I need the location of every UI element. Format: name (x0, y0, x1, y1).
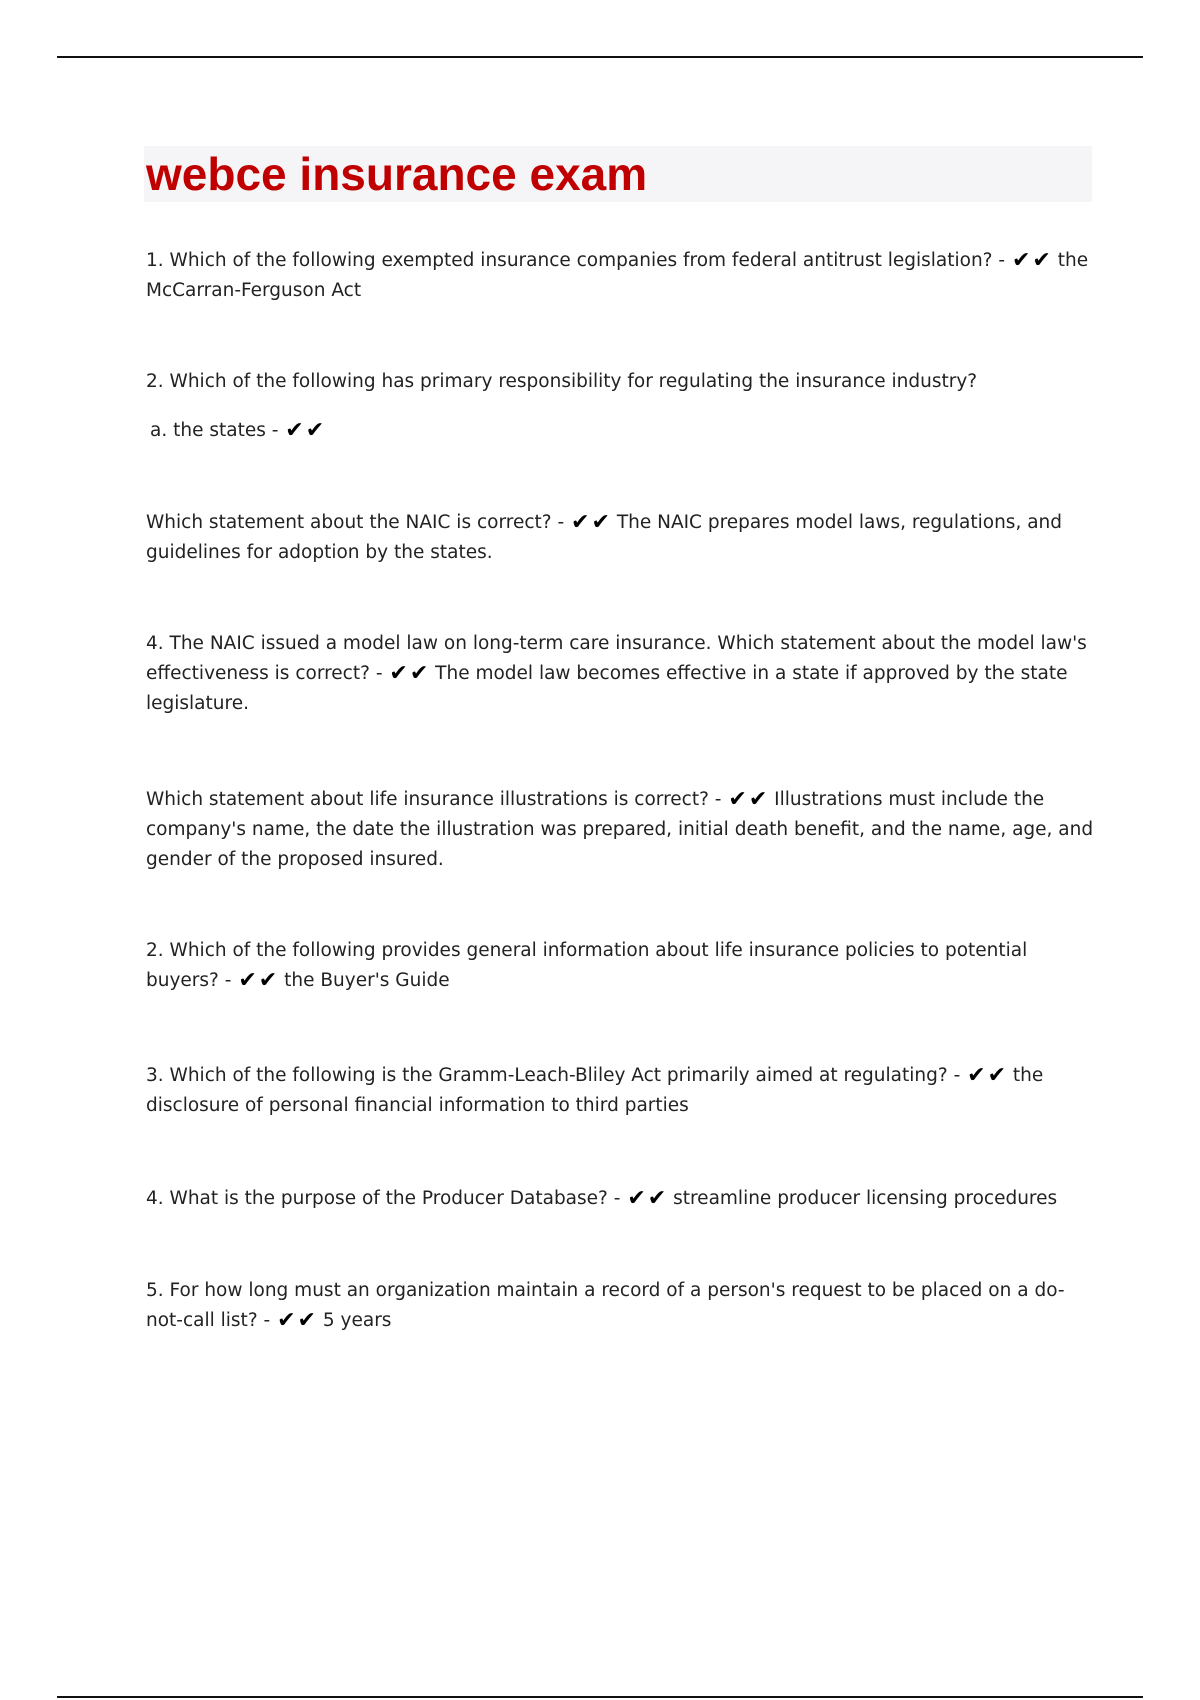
separator: - (375, 663, 383, 684)
check-icon: ✔ (305, 418, 325, 443)
separator: - (613, 1188, 621, 1209)
question-text: 2. Which of the following provides general information about life insurance policies to potential buyers? (146, 940, 1028, 991)
qa-item-1 (146, 246, 1094, 306)
separator: - (714, 789, 722, 810)
question-text: 4. What is the purpose of the Producer Database? (146, 1188, 608, 1209)
answer-text: 5 years (322, 1310, 392, 1331)
qa-item-2 (146, 367, 1094, 397)
check-icon: ✔ (728, 787, 747, 812)
question-text: Which statement about the NAIC is correct? (146, 512, 552, 533)
check-icon: ✔ (258, 968, 278, 993)
question-text: 1. Which of the following exempted insurance companies from federal antitrust legislation? (146, 250, 993, 271)
check-icon: ✔ (748, 787, 768, 812)
qa-item-7 (146, 1061, 1094, 1121)
check-icon: ✔ (297, 1308, 316, 1333)
check-icon: ✔ (967, 1063, 986, 1088)
qa-item-4 (146, 629, 1094, 719)
check-icon: ✔ (409, 661, 429, 686)
separator: - (953, 1065, 961, 1086)
qa-item-3 (146, 508, 1094, 568)
check-icon: ✔ (627, 1186, 646, 1211)
separator: - (224, 970, 232, 991)
answer-text: the McCarran-Ferguson Act (146, 250, 1089, 301)
answer-text: Illustrations must include the company's name, the date the illustration was prepared, initial death benefit, and the name, age, and gender of the proposed insured. (146, 789, 1094, 870)
separator: - (998, 250, 1006, 271)
question-text: Which statement about life insurance illustrations is correct? (146, 789, 709, 810)
check-icon: ✔ (1032, 248, 1051, 273)
answer-text: the disclosure of personal financial information to third parties (146, 1065, 1044, 1116)
qa-item-8 (146, 1184, 1094, 1214)
check-icon: ✔ (591, 510, 610, 535)
bottom-rule (57, 1696, 1143, 1698)
top-rule (57, 56, 1143, 58)
separator: - (263, 1310, 271, 1331)
answer-text: streamline producer licensing procedures (673, 1188, 1058, 1209)
qa-item-5 (146, 785, 1094, 875)
sub-answer-text: a. the states - (150, 420, 279, 441)
check-icon: ✔ (238, 968, 257, 993)
check-icon: ✔ (277, 1308, 296, 1333)
check-icon: ✔ (389, 661, 408, 686)
document-title: webce insurance exam (146, 148, 648, 200)
check-icon: ✔ (987, 1063, 1007, 1088)
check-icon: ✔ (571, 510, 590, 535)
qa-item-6 (146, 936, 1094, 996)
answer-text: The model law becomes effective in a state if approved by the state legislature. (146, 663, 1068, 714)
check-icon: ✔ (1011, 248, 1031, 273)
qa-item-9 (146, 1276, 1094, 1336)
separator: - (557, 512, 565, 533)
check-icon: ✔ (647, 1186, 667, 1211)
question-text: 3. Which of the following is the Gramm-Leach-Bliley Act primarily aimed at regulating? (146, 1065, 948, 1086)
check-icon: ✔ (285, 418, 304, 443)
sub-answer (150, 416, 750, 446)
answer-text: the Buyer's Guide (284, 970, 450, 991)
question-text: 4. The NAIC issued a model law on long-term care insurance. Which statement about the model law's effectiveness is correct? (146, 633, 1087, 684)
question-text: 5. For how long must an organization maintain a record of a person's request to be placed on a do-not-call list? (146, 1280, 1065, 1331)
answer-text: The NAIC prepares model laws, regulations, and guidelines for adoption by the states. (146, 512, 1063, 563)
question-text: 2. Which of the following has primary responsibility for regulating the insurance industry? (146, 371, 978, 392)
